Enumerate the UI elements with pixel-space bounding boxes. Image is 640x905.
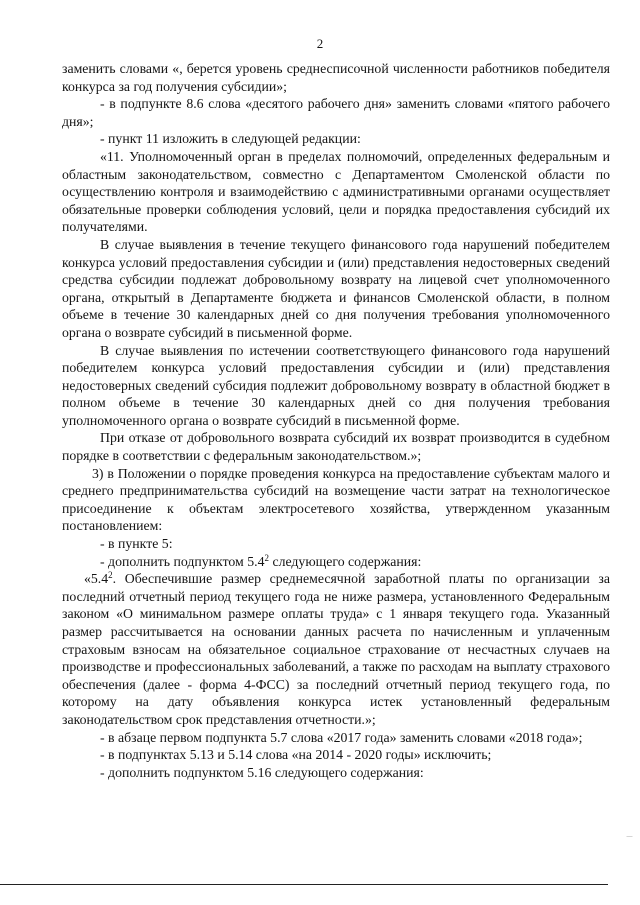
paragraph-refund-after-year: В случае выявления по истечении соответствующего финансового года нарушений победителем конкурса условий предоставления субсидии и (или) представления недостоверных сведений субсидия подлежит добровольному возврату в областной бюджет в полном объеме в течение 30 календарных дней со дня получения требования уполномоченного органа о возврате субсидий в письменной форме. <box>62 342 610 428</box>
subitem-number: «5.4 <box>84 571 109 587</box>
add-subitem-tail: следующего содержания: <box>272 553 422 569</box>
page-number: 2 <box>316 36 324 51</box>
add-subitem-text: - дополнить подпунктом 5.4 <box>100 553 265 569</box>
subitem-text: . Обеспечившие размер среднемесячной заработной платы по организации за последний отчетный период текущего года не ниже размера, установленного Федеральным законом «О минимальном размере оплаты труда» с 1 января текущего года. Указанный размер рассчитывается на основании данных расчета по начисленным и уплаченным страховым взносам на обязательное социальное страхование от несчастных случаев на производстве и профессиональных заболеваний, а также по расходам на выплату страхового обеспечения (далее - форма 4-ФСС) за последний отчетный период текущего года, по которому на дату объявления конкурса истек установленный федеральным законодательством срок представления отчетности.»; <box>62 571 610 727</box>
paragraph-amendment-8-6: - в подпункте 8.6 слова «десятого рабочего дня» заменить словами «пятого рабочего дня»; <box>62 96 610 129</box>
subitem-superscript: 2 <box>108 570 113 581</box>
paragraph-item-11: «11. Уполномоченный орган в пределах полномочий, определенных федеральным и областным законодательством, совместно с Департаментом Смоленской области по осуществлению контроля и взаимодействию с административными органами осуществляет обязательные проверки соблюдения условий, цели и порядка предоставления субсидий их получателями. <box>62 148 610 235</box>
paragraph-amendment-5-7: - в абзаце первом подпункта 5.7 слова «2017 года» заменить словами «2018 года»; <box>100 729 583 745</box>
paragraph-section-3: 3) в Положении о порядке проведения конкурса на предоставление субъектам малого и среднего предпринимательства субсидий на возмещение части затрат на технологическое присоединение к объектам электросетевого хозяйства, утвержденном указанным постановлением: <box>62 465 610 534</box>
paragraph-add-5-16: - дополнить подпунктом 5.16 следующего содержания: <box>100 764 424 780</box>
document-body <box>62 60 610 781</box>
paragraph-subitem-5-4-2 <box>62 570 610 728</box>
paragraph-amendment-5-13-5-14: - в подпунктах 5.13 и 5.14 слова «на 2014 - 2020 годы» исключить; <box>100 747 492 763</box>
footer-divider <box>0 884 608 885</box>
paragraph-court-refund: При отказе от добровольного возврата субсидий их возврат производится в судебном порядке в соответствии с федеральным законодательством.»; <box>62 430 610 464</box>
paragraph-item-11-intro: - пункт 11 изложить в следующей редакции: <box>100 131 361 147</box>
paragraph-refund-current-year: В случае выявления в течение текущего финансового года нарушений победителем конкурса условий предоставления субсидии и (или) представления недостоверных сведений средства субсидии подлежат добровольному возврату на лицевой счет уполномоченного органа, открытый в Департаменте бюджета и финансов Смоленской области, в полном объеме в течение 30 календарных дней со дня получения требования уполномоченного органа о возврате субсидий в письменной форме. <box>62 236 610 340</box>
paragraph-add-5-4-2 <box>62 553 610 571</box>
superscript: 2 <box>264 552 269 563</box>
margin-scan-mark: | <box>626 836 632 838</box>
paragraph-item-5: - в пункте 5: <box>100 536 173 552</box>
paragraph-continuation: заменить словами «, берется уровень среднесписочной численности работников победителя конкурса за год получения субсидии»; <box>62 61 610 94</box>
